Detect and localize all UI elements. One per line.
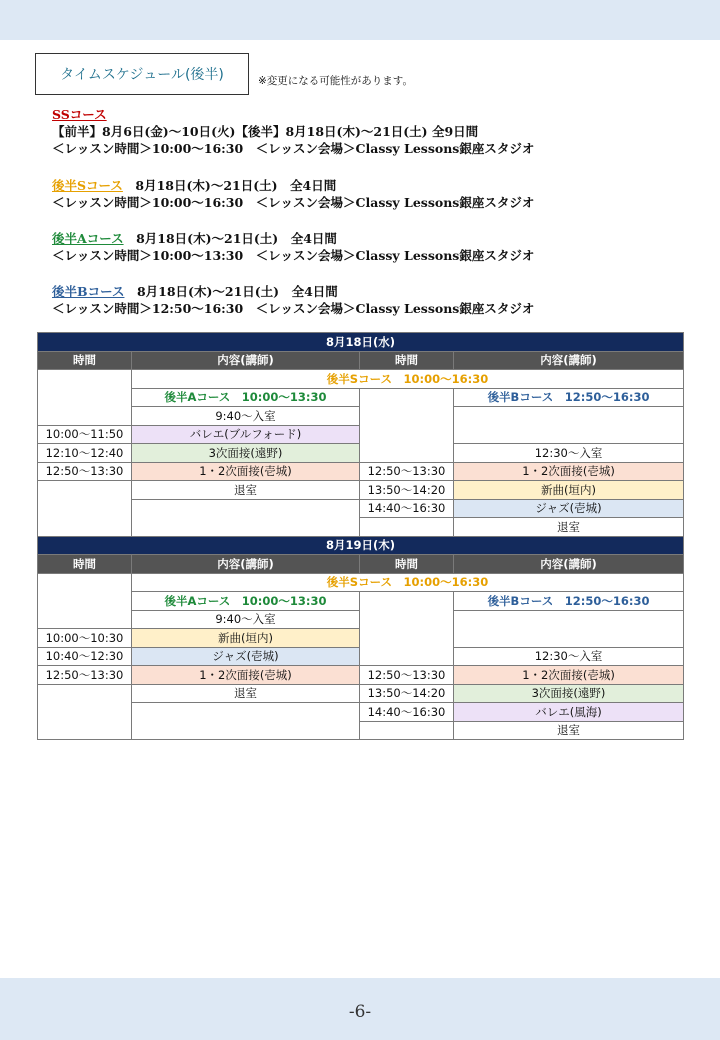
page-number: -6- [348, 1002, 372, 1022]
empty-cell [360, 721, 454, 740]
time-header: 時間 [38, 555, 132, 574]
time-header: 時間 [38, 351, 132, 370]
day2-b-entry: 12:30～入室 [454, 647, 684, 666]
empty-cell [360, 592, 454, 666]
content-header: 内容(講師) [454, 351, 684, 370]
day1-b-row1-time: 12:50～13:30 [360, 462, 454, 481]
day1-b-row3-content: ジャズ(壱城) [454, 499, 684, 518]
time-header: 時間 [360, 351, 454, 370]
s-course-info [52, 177, 534, 211]
day1-date: 8月18日(水) [38, 333, 684, 352]
empty-cell [360, 388, 454, 462]
day1-b-row3-time: 14:40～16:30 [360, 499, 454, 518]
empty-cell [38, 573, 132, 629]
day1-header-row [38, 351, 684, 370]
header-band [0, 0, 720, 40]
empty-cell [38, 481, 132, 537]
day2-b-row2-time: 13:50～14:20 [360, 684, 454, 703]
empty-cell [454, 407, 684, 444]
a-course-lesson-info: ＜レッスン時間＞10:00～13:30 ＜レッスン会場＞Classy Lessons銀座スタジオ [52, 248, 535, 263]
day2-a-exit: 退室 [132, 684, 360, 703]
a-course-name: 後半Aコース [52, 231, 124, 246]
day2-b-row3-content: バレエ(風海) [454, 703, 684, 722]
b-course-name: 後半Bコース [52, 284, 125, 299]
empty-cell [360, 518, 454, 537]
section-title-box [35, 53, 249, 95]
ss-course-info [52, 106, 534, 157]
day2-b-course: 後半Bコース 12:50～16:30 [454, 592, 684, 611]
day2-a-entry: 9:40～入室 [132, 610, 360, 629]
b-course-lesson-info: ＜レッスン時間＞12:50～16:30 ＜レッスン会場＞Classy Lessons銀座スタジオ [52, 301, 535, 316]
day2-b-row1-time: 12:50～13:30 [360, 666, 454, 685]
day2-b-row3-time: 14:40～16:30 [360, 703, 454, 722]
day2-a-row2-content: ジャズ(壱城) [132, 647, 360, 666]
day2-a-row2-time: 10:40～12:30 [38, 647, 132, 666]
time-header: 時間 [360, 555, 454, 574]
empty-cell [132, 499, 360, 536]
content-header: 内容(講師) [132, 555, 360, 574]
empty-cell [38, 684, 132, 740]
day2-a-course: 後半Aコース 10:00～13:30 [132, 592, 360, 611]
empty-cell [38, 370, 132, 426]
ss-course-lesson-info: ＜レッスン時間＞10:00～16:30 ＜レッスン会場＞Classy Lessons銀座スタジオ [52, 141, 535, 156]
b-course-info [52, 283, 534, 317]
section-title: タイムスケジュール(後半) [60, 67, 224, 83]
day1-a-row3-time: 12:50～13:30 [38, 462, 132, 481]
day1-a-row1-content: バレエ(ブルフォード) [132, 425, 360, 444]
day2-b-row2-content: 3次面接(遠野) [454, 684, 684, 703]
day2-header-row [38, 555, 684, 574]
day1-b-course: 後半Bコース 12:50～16:30 [454, 388, 684, 407]
s-course-lesson-info: ＜レッスン時間＞10:00～16:30 ＜レッスン会場＞Classy Lessons銀座スタジオ [52, 195, 535, 210]
day1-b-entry: 12:30～入室 [454, 444, 684, 463]
day1-a-row2-time: 12:10～12:40 [38, 444, 132, 463]
content-header: 内容(講師) [454, 555, 684, 574]
ss-course-dates: 【前半】8月6日(金)～10日(火)【後半】8月18日(木)～21日(土) 全9日間 [52, 124, 479, 139]
a-course-info [52, 230, 534, 264]
day1-a-row2-content: 3次面接(遠野) [132, 444, 360, 463]
content-header: 内容(講師) [132, 351, 360, 370]
day2-s-course: 後半Sコース 10:00～16:30 [132, 573, 684, 592]
day1-b-row1-content: 1・2次面接(壱城) [454, 462, 684, 481]
empty-cell [454, 610, 684, 647]
day2-a-row1-content: 新曲(垣内) [132, 629, 360, 648]
schedule-table [37, 332, 684, 740]
day1-a-entry: 9:40～入室 [132, 407, 360, 426]
ss-course-name: SSコース [52, 107, 107, 122]
day2-b-exit: 退室 [454, 721, 684, 740]
day1-b-row2-time: 13:50～14:20 [360, 481, 454, 500]
day2-b-row1-content: 1・2次面接(壱城) [454, 666, 684, 685]
day1-s-course: 後半Sコース 10:00～16:30 [132, 370, 684, 389]
day1-a-row1-time: 10:00～11:50 [38, 425, 132, 444]
day2-a-row3-time: 12:50～13:30 [38, 666, 132, 685]
s-course-name: 後半Sコース [52, 178, 123, 193]
day2-date: 8月19日(木) [38, 536, 684, 555]
b-course-dates: 8月18日(木)～21日(土) 全4日間 [124, 284, 338, 299]
day1-b-exit: 退室 [454, 518, 684, 537]
day2-a-row1-time: 10:00～10:30 [38, 629, 132, 648]
day2-a-row3-content: 1・2次面接(壱城) [132, 666, 360, 685]
day1-b-row2-content: 新曲(垣内) [454, 481, 684, 500]
empty-cell [132, 703, 360, 740]
change-note: ※変更になる可能性があります。 [258, 75, 413, 87]
day1-a-exit: 退室 [132, 481, 360, 500]
day1-a-course: 後半Aコース 10:00～13:30 [132, 388, 360, 407]
a-course-dates: 8月18日(木)～21日(土) 全4日間 [123, 231, 337, 246]
day1-a-row3-content: 1・2次面接(壱城) [132, 462, 360, 481]
s-course-dates: 8月18日(木)～21日(土) 全4日間 [122, 178, 337, 193]
